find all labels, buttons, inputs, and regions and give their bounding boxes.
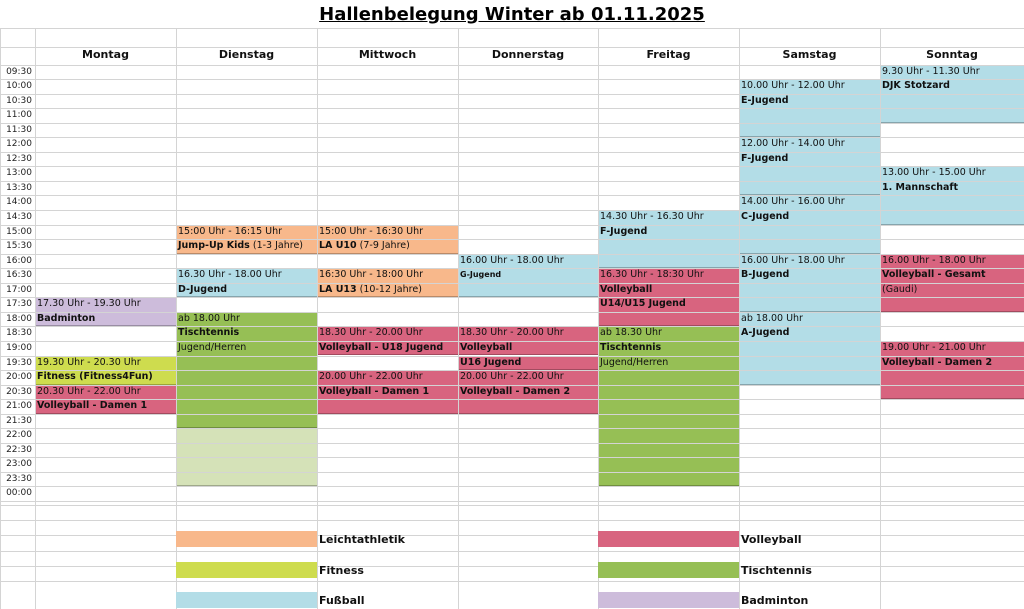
schedule-entry-text	[176, 225, 317, 240]
entry-label: Tischtennis	[600, 341, 662, 353]
entry-label: Volleyball - Damen 1	[319, 385, 430, 397]
time-label: 17:30	[6, 299, 32, 310]
entry-label: 12.00 Uhr - 14.00 Uhr	[741, 138, 845, 150]
time-label: 21:30	[6, 415, 32, 426]
schedule-entry-text	[598, 210, 739, 225]
entry-label: 1. Mannschaft	[882, 181, 959, 193]
schedule-entry-text	[598, 356, 739, 371]
entry-label: Volleyball - Damen 1	[37, 400, 148, 412]
time-label: 22:00	[6, 430, 32, 441]
schedule-entry-text	[35, 385, 176, 400]
legend-label: Tischtennis	[741, 563, 812, 577]
time-label: 15:30	[6, 241, 32, 252]
schedule-entry-text	[739, 137, 880, 152]
entry-label: 14.30 Uhr - 16.30 Uhr	[600, 211, 704, 222]
entry-label: ab 18.30 Uhr	[600, 327, 662, 339]
schedule-entry-text	[317, 370, 458, 385]
schedule-entry-text	[458, 268, 598, 283]
schedule-entry-text	[880, 181, 1024, 196]
schedule-entry-text	[176, 239, 317, 254]
entry-label: 13.00 Uhr - 15.00 Uhr	[882, 167, 986, 179]
schedule-entry-text	[317, 268, 458, 283]
grid-line	[458, 28, 459, 609]
entry-label: F-Jugend	[600, 225, 648, 237]
schedule-entry-text	[598, 341, 739, 356]
entry-label: Volleyball - Damen 2	[882, 356, 993, 368]
schedule-entry-text	[176, 341, 317, 356]
grid-line	[0, 581, 1024, 582]
entry-label: Jugend/Herren	[600, 356, 669, 368]
schedule-entry-text	[317, 385, 458, 400]
grid-line	[0, 520, 1024, 521]
schedule-entry-text	[317, 326, 458, 341]
schedule-entry-text	[880, 356, 1024, 371]
entry-suffix: (1-3 Jahre)	[249, 240, 303, 252]
schedule-entry-text	[35, 356, 176, 371]
entry-label: 16.30 Uhr - 18.00 Uhr	[178, 269, 282, 281]
time-label: 19:30	[6, 357, 32, 368]
entry-label: LA U13	[319, 283, 357, 295]
schedule-entry-text	[880, 79, 1024, 94]
page-title: Hallenbelegung Winter ab 01.11.2025	[319, 4, 705, 25]
entry-label: 15:00 Uhr - 16:30 Uhr	[319, 225, 424, 237]
grid-line	[0, 108, 1024, 109]
entry-label: Badminton	[37, 312, 96, 324]
schedule-entry-text	[598, 326, 739, 341]
day-header: Mittwoch	[358, 48, 417, 61]
schedule-entry-text	[176, 326, 317, 341]
time-label: 13:30	[6, 182, 32, 193]
grid-line	[0, 472, 1024, 473]
legend-label: Badminton	[741, 594, 809, 607]
legend-label: Fußball	[319, 594, 365, 607]
schedule-entry-text	[739, 152, 880, 167]
entry-label: 20.00 Uhr - 22.00 Uhr	[319, 371, 423, 383]
legend-swatch	[598, 562, 739, 578]
time-label: 10:00	[6, 81, 32, 92]
grid-line	[0, 28, 1024, 29]
entry-label: U16 Jugend	[460, 356, 522, 368]
schedule-entry-text	[317, 225, 458, 240]
entry-label: 19.30 Uhr - 20.30 Uhr	[37, 356, 141, 368]
legend-swatch	[598, 531, 739, 547]
legend-label: Volleyball	[741, 533, 802, 546]
day-header: Montag	[82, 48, 129, 61]
grid-line	[0, 428, 1024, 429]
entry-label: 9.30 Uhr - 11.30 Uhr	[882, 65, 980, 77]
grid-line	[0, 123, 1024, 124]
entry-label: 18.30 Uhr - 20.00 Uhr	[460, 327, 564, 339]
time-label: 11:00	[6, 110, 32, 121]
schedule-entry-text	[880, 254, 1024, 269]
entry-label: 20.00 Uhr - 22.00 Uhr	[460, 371, 564, 383]
schedule-entry-text	[458, 254, 598, 269]
entry-label: 14.00 Uhr - 16.00 Uhr	[741, 196, 845, 208]
schedule-entry-text	[739, 210, 880, 225]
schedule-entry-text	[458, 356, 598, 371]
schedule-entry-text	[739, 195, 880, 210]
entry-label: 16.30 Uhr - 18:30 Uhr	[600, 269, 704, 281]
schedule-entry-text	[35, 312, 176, 327]
time-label: 16:00	[6, 255, 32, 266]
grid-line	[0, 551, 1024, 552]
schedule-entry-text	[880, 283, 1024, 298]
entry-label: Tischtennis	[178, 327, 240, 339]
grid-line	[0, 505, 1024, 506]
entry-label: 16:30 Uhr - 18:00 Uhr	[319, 269, 424, 281]
day-header: Donnerstag	[491, 48, 565, 61]
schedule-entry-text	[739, 79, 880, 94]
time-label: 00:00	[6, 488, 32, 499]
schedule-entry-text	[458, 326, 598, 341]
day-header: Samstag	[782, 48, 837, 61]
entry-label: Volleyball - U18 Jugend	[319, 341, 444, 353]
entry-suffix: (7-9 Jahre)	[356, 240, 410, 252]
entry-label: E-Jugend	[741, 94, 789, 106]
grid-line	[0, 65, 1024, 66]
entry-label: Volleyball	[600, 283, 653, 295]
schedule-entry-text	[458, 341, 598, 356]
grid-line	[0, 181, 1024, 182]
entry-label: Fitness (Fitness4Fun)	[37, 371, 153, 383]
time-label: 17:00	[6, 284, 32, 295]
schedule-entry-text	[176, 283, 317, 298]
entry-label: G-Jugend	[460, 270, 502, 280]
schedule-entry-text	[739, 312, 880, 327]
schedule-entry-text	[176, 312, 317, 327]
time-label: 23:00	[6, 459, 32, 470]
entry-label: Volleyball - Gesamt	[882, 269, 986, 281]
grid-line	[0, 443, 1024, 444]
time-label: 12:00	[6, 139, 32, 150]
entry-label: B-Jugend	[741, 269, 790, 281]
entry-label: 16.00 Uhr - 18.00 Uhr	[882, 254, 986, 266]
entry-label: Jugend/Herren	[178, 341, 247, 353]
schedule-entry-text	[739, 94, 880, 109]
time-label: 10:30	[6, 95, 32, 106]
legend-swatch	[176, 531, 317, 547]
entry-label: 19.00 Uhr - 21.00 Uhr	[882, 341, 986, 353]
grid-line	[0, 239, 1024, 240]
entry-label: 20.30 Uhr - 22.00 Uhr	[37, 385, 141, 397]
schedule-entry-text	[317, 239, 458, 254]
grid-line	[317, 28, 318, 609]
time-label: 16:30	[6, 270, 32, 281]
schedule-entry-text	[598, 283, 739, 298]
entry-label: 10.00 Uhr - 12.00 Uhr	[741, 80, 845, 92]
time-label: 23:30	[6, 473, 32, 484]
entry-label: Volleyball - Damen 2	[460, 385, 571, 397]
entry-label: 16.00 Uhr - 18.00 Uhr	[460, 254, 564, 266]
entry-label: 18.30 Uhr - 20.00 Uhr	[319, 327, 423, 339]
time-label: 09:30	[6, 66, 32, 77]
schedule-entry-text	[598, 225, 739, 240]
time-label: 19:00	[6, 342, 32, 353]
entry-label: 16.00 Uhr - 18.00 Uhr	[741, 254, 845, 266]
time-label: 22:30	[6, 444, 32, 455]
grid-line	[0, 566, 1024, 567]
schedule-entry-text	[598, 297, 739, 312]
entry-label: Jump-Up Kids	[178, 240, 250, 252]
entry-label: F-Jugend	[741, 152, 789, 164]
time-label: 11:30	[6, 124, 32, 135]
grid-line	[598, 28, 599, 609]
grid-line	[0, 501, 1024, 502]
time-label: 20:00	[6, 372, 32, 383]
time-label: 18:30	[6, 328, 32, 339]
legend-label: Leichtathletik	[319, 533, 405, 546]
schedule-entry-text	[880, 268, 1024, 283]
entry-label: (Gaudi)	[882, 283, 918, 295]
schedule-entry-text	[458, 370, 598, 385]
schedule-entry-text	[176, 268, 317, 283]
entry-label: A-Jugend	[741, 327, 790, 339]
entry-label: C-Jugend	[741, 211, 790, 222]
time-label: 20:30	[6, 386, 32, 397]
schedule-entry-text	[317, 341, 458, 356]
schedule-entry-text	[880, 341, 1024, 356]
grid-line	[0, 486, 1024, 487]
schedule-entry-text	[35, 370, 176, 385]
legend-swatch	[176, 592, 317, 608]
time-label: 15:00	[6, 226, 32, 237]
entry-label: ab 18.00 Uhr	[178, 312, 240, 324]
day-header: Sonntag	[926, 48, 978, 61]
schedule-entry-text	[35, 399, 176, 414]
legend-swatch	[598, 592, 739, 608]
schedule-entry-text	[739, 268, 880, 283]
grid-line	[0, 225, 1024, 226]
entry-label: D-Jugend	[178, 283, 228, 295]
time-label: 12:30	[6, 153, 32, 164]
entry-label: U14/U15 Jugend	[600, 298, 686, 310]
entry-label: 17.30 Uhr - 19.30 Uhr	[37, 298, 141, 310]
entry-label: DJK Stotzard	[882, 80, 950, 92]
schedule-entry-text	[880, 166, 1024, 181]
time-label: 14:00	[6, 197, 32, 208]
entry-suffix: (10-12 Jahre)	[356, 283, 422, 295]
schedule-entry-text	[598, 268, 739, 283]
legend-label: Fitness	[319, 563, 364, 577]
entry-label: ab 18.00 Uhr	[741, 312, 803, 324]
time-label: 18:00	[6, 313, 32, 324]
schedule-entry-text	[739, 326, 880, 341]
grid-line	[0, 457, 1024, 458]
entry-label: LA U10	[319, 240, 357, 252]
schedule-entry-text	[880, 65, 1024, 80]
schedule-entry-text	[458, 385, 598, 400]
schedule-entry-text	[317, 283, 458, 298]
grid-line	[880, 28, 881, 609]
time-label: 21:00	[6, 401, 32, 412]
entry-label: Volleyball	[460, 341, 513, 353]
legend-swatch	[176, 562, 317, 578]
grid-line	[0, 535, 1024, 536]
grid-line	[0, 166, 1024, 167]
time-label: 14:30	[6, 212, 32, 222]
schedule-entry-text	[739, 254, 880, 269]
grid-line	[0, 283, 1024, 284]
entry-label: 15:00 Uhr - 16:15 Uhr	[178, 225, 283, 237]
time-label: 13:00	[6, 168, 32, 179]
grid-line	[0, 414, 1024, 415]
day-header: Dienstag	[218, 48, 275, 61]
day-header: Freitag	[646, 48, 691, 61]
schedule-entry-text	[35, 297, 176, 312]
